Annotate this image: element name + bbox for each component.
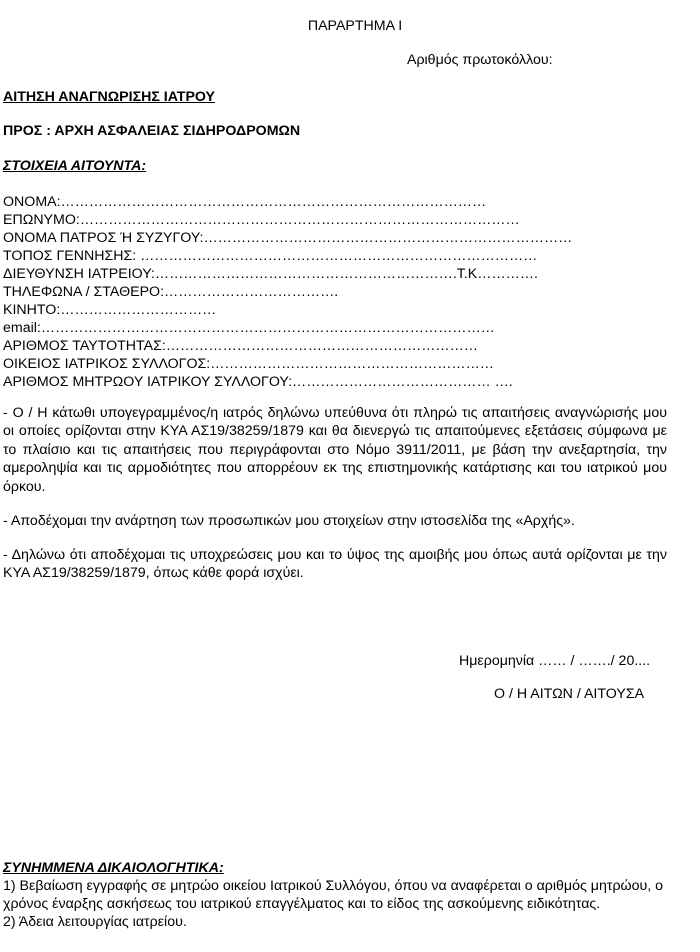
field-last-name[interactable]: ΕΠΩΝΥΜΟ:…………………………………………………………………………………	[3, 212, 520, 228]
attachment-item: 2) Άδεια λειτουργίας ιατρείου.	[3, 914, 187, 930]
attachment-item: 1) Βεβαίωση εγγραφής σε μητρώο οικείου Ιατρικού Συλλόγου, όπου να αναφέρεται ο αριθμός μητρώου, ο χρόνος έναρξης ασκήσεως του ιατρικού επαγγέλματος και το είδος της ασκούμενης ειδικότητας.	[3, 878, 664, 912]
signatory-line: Ο / Η ΑΙΤΩΝ / ΑΙΤΟΥΣΑ	[494, 686, 645, 702]
field-first-name[interactable]: ΟΝΟΜΑ:………………………………………………………………………………	[3, 194, 487, 210]
protocol-number-label: Αριθμός πρωτοκόλλου:	[407, 52, 553, 68]
field-association-registry-number[interactable]: ΑΡΙΘΜΟΣ ΜΗΤΡΩΟΥ ΙΑΤΡΙΚΟΥ ΣΥΛΛΟΓΟΥ:…………………………………… ….	[3, 374, 513, 390]
applicant-fields	[3, 193, 572, 391]
attachments-heading: ΣΥΝΗΜΜΕΝΑ ΔΙΚΑΙΟΛΟΓΗΤΙΚΑ:	[3, 860, 224, 876]
recipient-line: ΠΡΟΣ : ΑΡΧΗ ΑΣΦΑΛΕΙΑΣ ΣΙΔΗΡΟΔΡΟΜΩΝ	[3, 123, 301, 139]
field-birthplace[interactable]: ΤΟΠΟΣ ΓΕΝΝΗΣΗΣ: …………………………………………………………………………	[3, 248, 538, 264]
field-id-number[interactable]: ΑΡΙΘΜΟΣ ΤΑΥΤΟΤΗΤΑΣ:…………………………………………………………	[3, 338, 478, 354]
field-mobile[interactable]: ΚΙΝΗΤΟ:……………………………	[3, 302, 217, 318]
field-clinic-address[interactable]: ΔΙΕΥΘΥΝΣΗ ΙΑΤΡΕΙΟΥ:……………………………………………………….Τ.Κ………….	[3, 266, 538, 282]
declaration-paragraph-1: - Ο / Η κάτωθι υπογεγραμμένος/η ιατρός δηλώνω υπεύθυνα ότι πληρώ τις απαιτήσεις αναγνώρισής μου οι οποίες ορίζονται στην ΚΥΑ ΑΣ19/38259/1879 και θα διενεργώ τις απαιτούμενες εξετάσεις σύμφωνα με το πλαίσιο και τις απαιτήσεις που περιγράφονται στο Νόμο 3911/2011, με βάση την ανεξαρτησία, την αμεροληψία και τις αρμοδιότητες που απορρέουν εκ της επιστημονικής κατάρτισης και του ιατρικού μου όρκου.	[3, 405, 667, 495]
field-landline[interactable]: ΤΗΛΕΦΩΝΑ / ΣΤΑΘΕΡΟ:……………………………….	[3, 284, 339, 300]
field-medical-association[interactable]: ΟΙΚΕΙΟΣ ΙΑΤΡΙΚΟΣ ΣΥΛΛΟΓΟΣ:……………………………………………………	[3, 356, 494, 372]
date-line[interactable]: Ημερομηνία …… / ……./ 20....	[459, 653, 651, 669]
field-email[interactable]: email:……………………………………………………………………………………	[3, 320, 495, 336]
declaration-paragraph-2: - Αποδέχομαι την ανάρτηση των προσωπικών μου στοιχείων στην ιστοσελίδα της «Αρχής».	[3, 513, 575, 529]
declaration-paragraph-3: - Δηλώνω ότι αποδέχομαι τις υποχρεώσεις μου και το ύψος της αμοιβής μου όπως αυτά ορίζονται με την ΚΥΑ ΑΣ19/38259/1879, όπως κάθε φορά ισχύει.	[3, 547, 667, 582]
attachments-list	[3, 877, 667, 931]
field-father-or-spouse-name[interactable]: ΟΝΟΜΑ ΠΑΤΡΟΣ Ή ΣΥΖΥΓΟΥ:……………………………………………………………………	[3, 230, 573, 246]
annex-heading: ΠΑΡΑΡΤΗΜΑ Ι	[307, 18, 403, 34]
document-title: ΑΙΤΗΣΗ ΑΝΑΓΝΩΡΙΣΗΣ ΙΑΤΡΟΥ	[3, 89, 216, 105]
applicant-heading: ΣΤΟΙΧΕΙΑ ΑΙΤΟΥΝΤΑ:	[3, 158, 147, 174]
